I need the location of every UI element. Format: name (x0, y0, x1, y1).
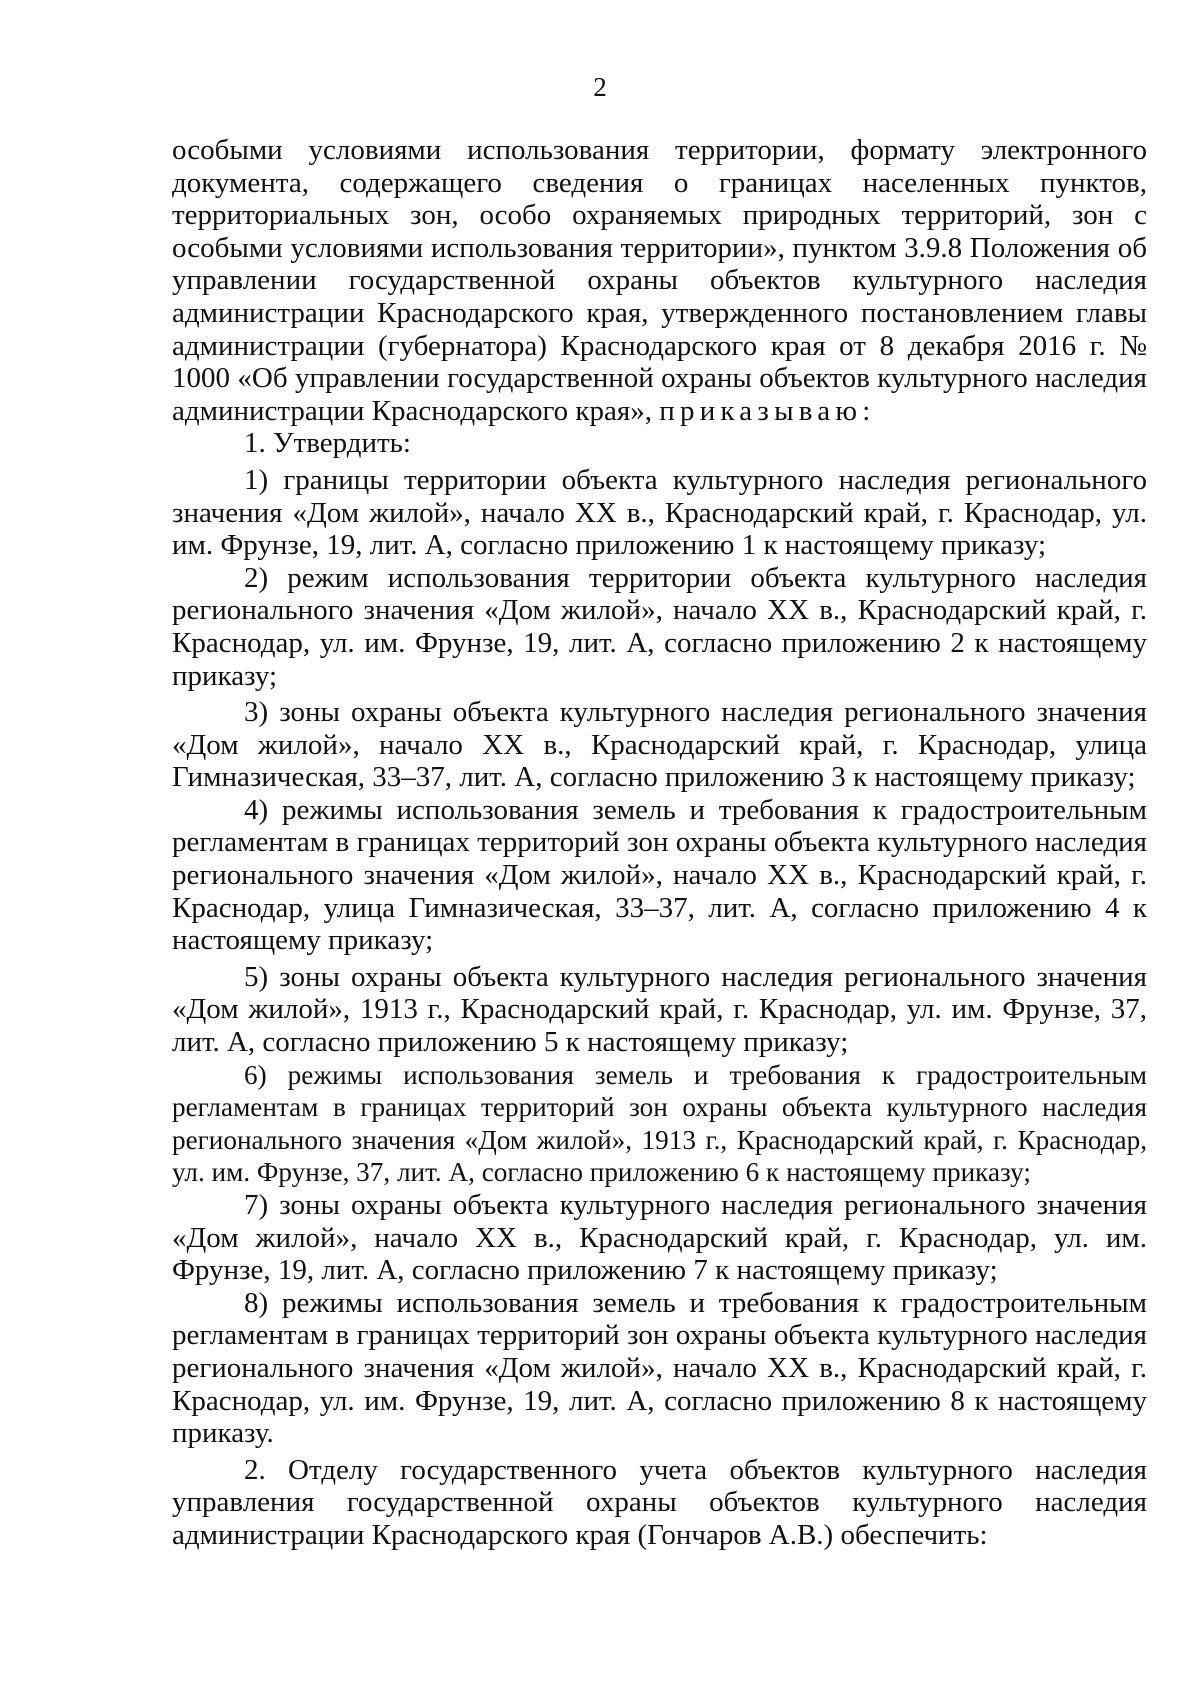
subitem-2: 2) режим использования территории объекта культурного наследия регионального значения «Дом жилой», начало XX в., Краснодарский край, г. Краснодар, ул. им. Фрунзе, 19, лит. А, согласно приложению 2 к настоящему приказу; (172, 561, 1147, 692)
subitem-8: 8) режимы использования земель и требования к градостроительным регламентам в границах территорий зон охраны объекта культурного наследия регионального значения «Дом жилой», начало XX в., Краснодарский край, г. Краснодар, ул. им. Фрунзе, 19, лит. А, согласно приложению 8 к настоящему приказу. (172, 1286, 1147, 1450)
item-2-paragraph: 2. Отделу государственного учета объектов культурного наследия управления государственной охраны объектов культурного наследия администрации Краснодарского края (Гончаров А.В.) обеспечить: (172, 1453, 1147, 1551)
subitem-7: 7) зоны охраны объекта культурного наследия регионального значения «Дом жилой», начало XX в., Краснодарский край, г. Краснодар, ул. им. Фрунзе, 19, лит. А, согласно приложению 7 к настоящему приказу; (172, 1189, 1147, 1287)
subitem-4: 4) режимы использования земель и требования к градостроительным регламентам в границах территорий зон охраны объекта культурного наследия регионального значения «Дом жилой», начало XX в., Краснодарский край, г. Краснодар, улица Гимназическая, 33–37, лит. А, согласно приложению 4 к настоящему приказу; (172, 793, 1147, 957)
document-body (172, 134, 1147, 1552)
subitem-3: 3) зоны охраны объекта культурного наследия регионального значения «Дом жилой», начало XX в., Краснодарский край, г. Краснодар, улица Гимназическая, 33–37, лит. А, согласно приложению 3 к настоящему приказу; (172, 696, 1147, 794)
order-word: приказываю (659, 394, 863, 427)
subitem-5: 5) зоны охраны объекта культурного наследия регионального значения «Дом жилой», 1913 г., Краснодарский край, г. Краснодар, ул. им. Фрунзе, 37, лит. А, согласно приложению 5 к настоящему приказу; (172, 960, 1147, 1059)
intro-colon: : (862, 394, 871, 427)
page-number: 2 (593, 72, 607, 102)
intro-paragraph (172, 134, 1147, 427)
item-1-heading: 1. Утвердить: (244, 427, 411, 460)
intro-text: особыми условиями использования территории, формату электронного документа, содержащего сведения о границах населенных пунктов, территориальных зон, особо охраняемых природных территорий, зон с особыми условиями использования территории», пунктом 3.9.8 Положения об управлении государственной охраны объектов культурного наследия администрации Краснодарского края, утвержденного постановлением главы администрации (губернатора) Краснодарского края от 8 декабря 2016 г. № 1000 «Об управлении государственной охраны объектов культурного наследия администрации Краснодарского края», (172, 134, 1147, 427)
subitem-6: 6) режимы использования земель и требования к градостроительным регламентам в границах территорий зон охраны объекта культурного наследия регионального значения «Дом жилой», 1913 г., Краснодарский край, г. Краснодар, ул. им. Фрунзе, 37, лит. А, согласно приложению 6 к настоящему приказу; (172, 1059, 1147, 1188)
subitem-1: 1) границы территории объекта культурного наследия регионального значения «Дом жилой», начало XX в., Краснодарский край, г. Краснодар, ул. им. Фрунзе, 19, лит. А, согласно приложению 1 к настоящему приказу; (172, 463, 1147, 562)
